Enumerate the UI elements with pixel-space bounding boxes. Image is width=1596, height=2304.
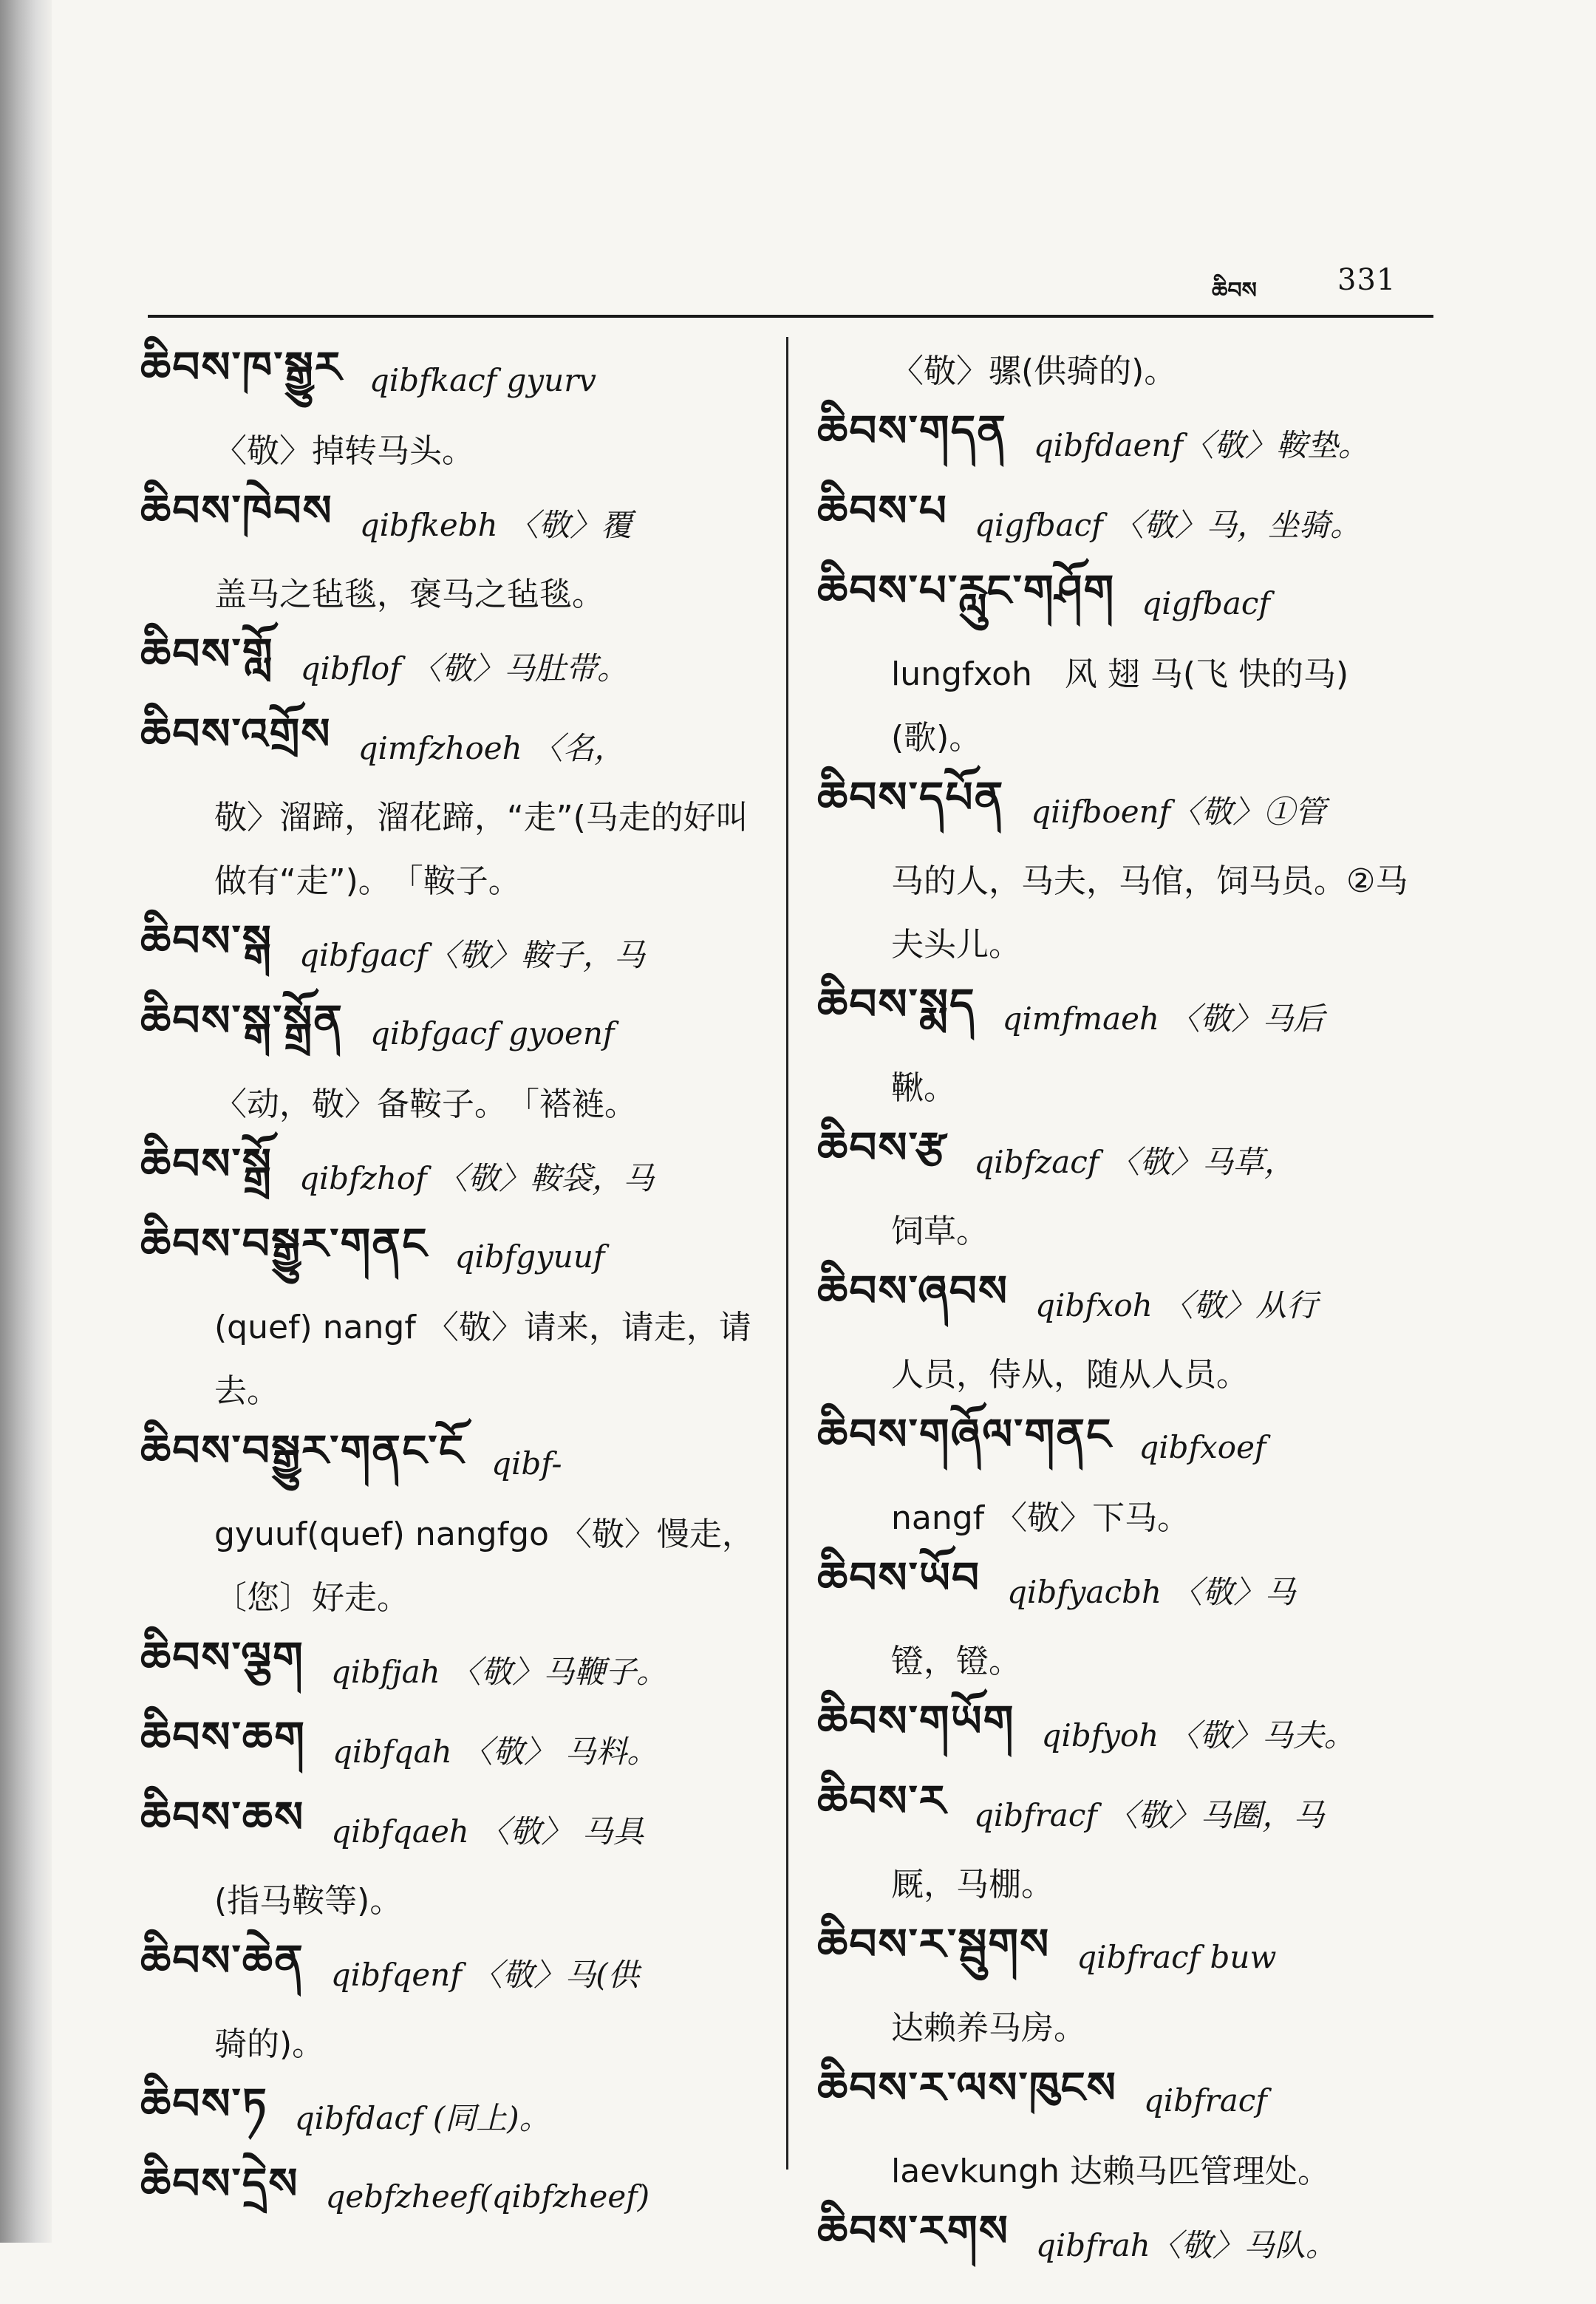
tibetan-headword: ཆིབས་བསྒྱུར་གནང: [140, 1218, 429, 1269]
definition: 骑的)。: [214, 2025, 325, 2063]
dictionary-entry: [140, 1933, 761, 2076]
tibetan-headword: ཆིབས་རགས: [817, 2205, 1009, 2256]
romanization: qibfzacf 〈敬〉马草，: [974, 1144, 1295, 1180]
romanization: qibfdaenf〈敬〉鞍垫。: [1033, 427, 1370, 463]
dictionary-entry: [140, 483, 761, 627]
dictionary-entry: [140, 340, 761, 483]
romanization: qimfmaeh 〈敬〉马后: [1002, 1001, 1325, 1037]
definition: 敬〉溜蹄，溜花蹄，“走”(马走的好叫做有“走”)。 「鞍子。: [214, 799, 748, 900]
romanization: qibfkebh 〈敬〉覆: [359, 507, 632, 543]
tibetan-headword: ཆིབས་ར་ལས་ཁུངས: [817, 2062, 1117, 2113]
tibetan-headword: ཆིབས་ཆས: [140, 1791, 305, 1842]
running-header-word: ཆིབས: [1212, 278, 1257, 304]
romanization: qibfqaeh 〈敬〉 马具: [331, 1813, 644, 1850]
romanization: qiifboenf〈敬〉①管: [1031, 794, 1326, 830]
definition: lungfxoh 风 翅 马(飞 快的马)(歌)。: [891, 655, 1349, 757]
tibetan-headword: ཆིབས་ཆག: [140, 1711, 306, 1762]
definition: laevkungh 达赖马匹管理处。: [891, 2153, 1330, 2190]
dictionary-entry: [140, 993, 761, 1136]
dictionary-entry: [140, 1423, 761, 1630]
romanization: qibfxoh 〈敬〉从行: [1035, 1287, 1318, 1323]
left-column: [140, 340, 761, 2236]
romanization: qibfrah〈敬〉马队。: [1035, 2227, 1337, 2263]
romanization: qigfbacf 〈敬〉马，坐骑。: [974, 507, 1362, 543]
romanization: qigfbacf: [1142, 584, 1270, 621]
tibetan-headword: ཆིབས་དཔོན: [817, 771, 1005, 822]
definition: 〈敬〉掉转马头。: [214, 432, 474, 470]
tibetan-headword: ཆིབས་ལྕག: [140, 1632, 304, 1683]
dictionary-entry: [817, 1407, 1438, 1550]
definition: 盖马之毡毯，褒马之毡毯。: [214, 576, 604, 613]
definition: 厩，马棚。: [891, 1866, 1054, 1903]
page-number: 331: [1337, 263, 1396, 297]
definition: 〈动，敬〉备鞍子。 「褡裢。: [214, 1085, 637, 1123]
dictionary-entry: [817, 1264, 1438, 1407]
romanization: qibfjah 〈敬〉马鞭子。: [330, 1654, 668, 1690]
romanization: qibfyoh 〈敬〉马夫。: [1041, 1717, 1355, 1753]
right-column: [817, 340, 1438, 2283]
dictionary-entry: [140, 1216, 761, 1423]
tibetan-headword: ཆིབས་འགྲོས: [140, 708, 332, 759]
romanization: qibfracf 〈敬〉马圈，马: [973, 1797, 1325, 1833]
dictionary-entry: [817, 770, 1438, 977]
definition: 饲草。: [891, 1213, 989, 1250]
tibetan-headword: ཆིབས་ཏ: [140, 2078, 268, 2129]
tibetan-headword: ཆིབས་སྒྲོ: [140, 1138, 273, 1189]
dictionary-entry: [817, 977, 1438, 1120]
tibetan-headword: ཆིབས་སྨད: [817, 978, 976, 1029]
romanization: qibfgacf gyoenf: [369, 1015, 615, 1052]
tibetan-headword: ཆིབས་ཁེབས: [140, 485, 333, 536]
tibetan-headword: ཆིབས་ཆེན: [140, 1935, 304, 1986]
tibetan-headword: ཆིབས་པ་རླུང་གཤོག: [817, 565, 1116, 616]
romanization: qibfracf buw: [1077, 1938, 1277, 1975]
definition: 〈敬〉骡(供骑的)。: [891, 352, 1177, 390]
book-spine-shadow: [0, 0, 52, 2243]
tibetan-headword: ཆིབས་གཡོག: [817, 1695, 1015, 1746]
definition: 达赖养马房。: [891, 2009, 1086, 2047]
definition: 马的人，马夫，马倌，饲马员。②马夫头儿。: [891, 862, 1408, 964]
romanization: qibfgacf〈敬〉鞍子，马: [299, 937, 645, 973]
tibetan-headword: ཆིབས་ར་སྦུགས: [817, 1918, 1051, 1969]
dictionary-entry: [817, 1120, 1438, 1264]
dictionary-entry: [817, 1773, 1438, 1917]
dictionary-entry: [817, 1917, 1438, 2060]
dictionary-entry: [817, 563, 1438, 770]
tibetan-headword: ཆིབས་རྩ: [817, 1122, 948, 1173]
romanization: qibflof 〈敬〉马肚带。: [300, 650, 629, 686]
tibetan-headword: ཆིབས་ཞབས: [817, 1265, 1009, 1316]
dictionary-entry: [817, 1550, 1438, 1694]
tibetan-headword: ཆིབས་སྒ: [140, 915, 273, 966]
romanization: qibfqenf 〈敬〉马(供: [330, 1957, 639, 1993]
dictionary-entry: [140, 2156, 761, 2236]
romanization: qibfxoef: [1139, 1428, 1266, 1465]
definition: nangf 〈敬〉下马。: [891, 1499, 1190, 1537]
tibetan-headword: ཆིབས་བསྒྱུར་གནང་ངོ: [140, 1425, 466, 1476]
romanization: qibfyacbh 〈敬〉马: [1007, 1574, 1296, 1610]
definition: 人员，侍从，随从人员。: [891, 1356, 1249, 1394]
romanization: qibfqah 〈敬〉 马料。: [332, 1734, 658, 1770]
definition: (指马鞍等)。: [214, 1882, 403, 1920]
dictionary-entry: [140, 706, 761, 913]
tibetan-headword: ཆིབས་ཁ་སྒྱུར: [140, 341, 343, 392]
definition: gyuuf(quef) nangfgo 〈敬〉慢走，〔您〕好走。: [214, 1516, 754, 1617]
romanization: qimfzhoeh 〈名，: [358, 730, 626, 766]
tibetan-headword: ཆིབས་པ: [817, 485, 948, 536]
tibetan-headword: ཆིབས་ར: [817, 1775, 947, 1826]
romanization: qibfgyuuf: [454, 1238, 605, 1275]
tibetan-headword: ཆིབས་དྲེས: [140, 2158, 299, 2209]
tibetan-headword: ཆིབས་གཞོལ་གནང: [817, 1408, 1113, 1459]
definition: 镫，镫。: [891, 1643, 1021, 1680]
dictionary-entry: [817, 2060, 1438, 2204]
column-divider: [786, 337, 788, 2170]
definition: (quef) nangf 〈敬〉请来，请走，请去。: [214, 1309, 751, 1410]
romanization: qibf-: [491, 1445, 562, 1482]
romanization: qibfkacf gyurv: [369, 361, 596, 398]
dictionary-entry: [817, 2204, 1438, 2283]
romanization: qibfzhof 〈敬〉鞍袋，马: [299, 1160, 655, 1196]
romanization: qibfracf: [1143, 2082, 1267, 2119]
tibetan-headword: ཆིབས་གློ: [140, 628, 274, 679]
romanization: qebfzheef(qibfzheef): [325, 2178, 650, 2215]
definition: 鞦。: [891, 1069, 956, 1107]
dictionary-entry: [140, 1790, 761, 1933]
tibetan-headword: ཆིབས་ཡོབ: [817, 1552, 981, 1603]
header-rule: [148, 315, 1433, 318]
tibetan-headword: ཆིབས་སྒ་སྒྲོན: [140, 995, 344, 1046]
romanization: qibfdacf (同上)。: [294, 2100, 550, 2136]
tibetan-headword: ཆིབས་གདན: [817, 405, 1007, 456]
